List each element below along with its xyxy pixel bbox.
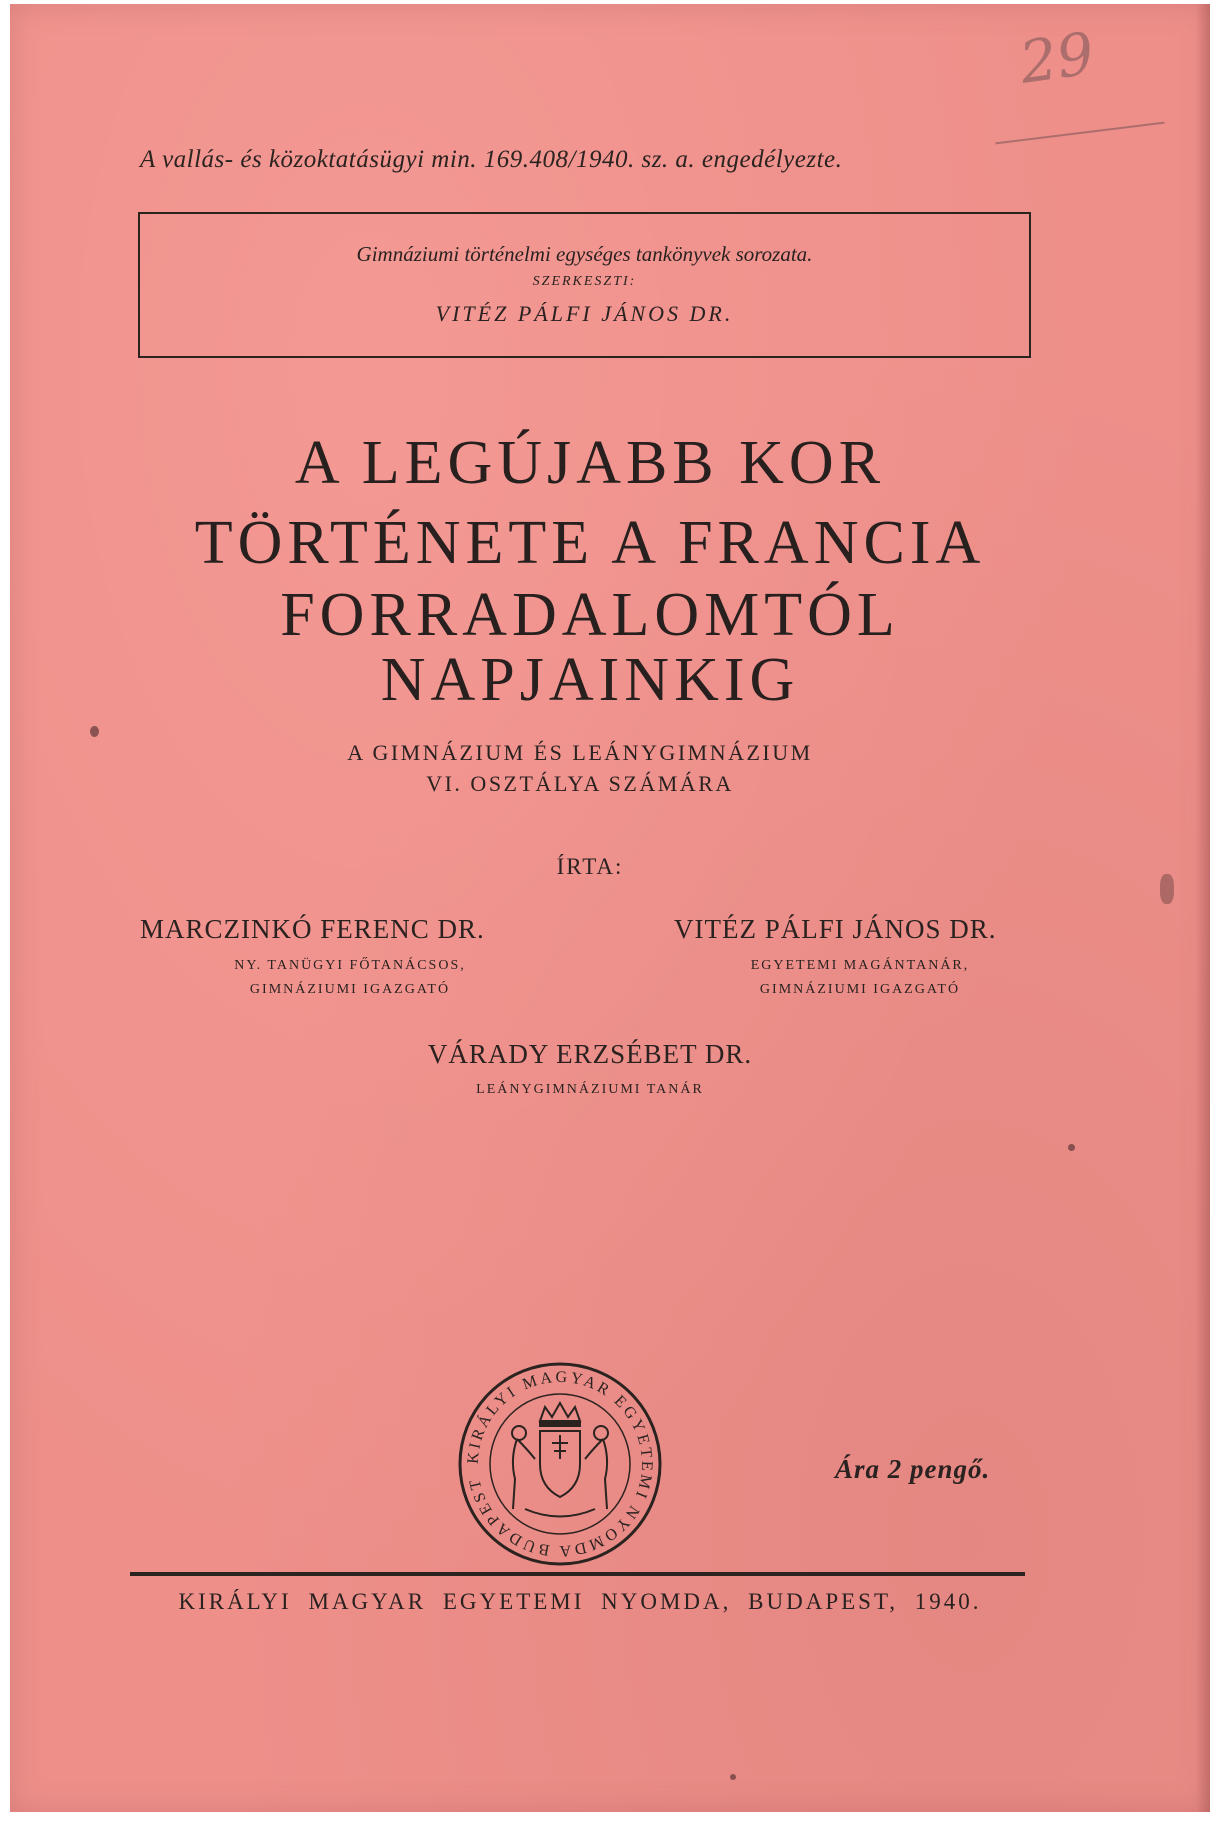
series-box — [138, 212, 1031, 358]
publisher-imprint: KIRÁLYI MAGYAR EGYETEMI NYOMDA, BUDAPEST, 1940. — [178, 1589, 982, 1614]
book-cover — [10, 4, 1210, 1812]
handwritten-underline — [996, 122, 1165, 145]
book-title-line-3: FORRADALOMTÓL — [280, 581, 900, 649]
printer-seal-icon — [455, 1359, 665, 1569]
author-1-name: MARCZINKÓ FERENC DR. — [140, 914, 485, 944]
stain-mark — [1160, 874, 1174, 904]
handwritten-mark: 29 — [1015, 19, 1099, 97]
imprint-divider — [130, 1572, 1025, 1576]
author-3-position: LEÁNYGIMNÁZIUMI TANÁR — [476, 1082, 704, 1097]
price-label: Ára 2 pengő. — [835, 1454, 991, 1484]
seal-ring-text: KIRÁLYI MAGYAR EGYETEMI NYOMDA BUDAPEST — [464, 1368, 656, 1560]
author-3-name: VÁRADY ERZSÉBET DR. — [427, 1039, 753, 1069]
author-1-title: NY. TANÜGYI FŐTANÁCSOS, — [234, 958, 466, 973]
book-title-line-2: TÖRTÉNETE A FRANCIA — [194, 509, 986, 577]
author-2-title: EGYETEMI MAGÁNTANÁR, — [750, 958, 970, 973]
subtitle-line-2: VI. OSZTÁLYA SZÁMÁRA — [426, 771, 734, 796]
spine-shadow — [1196, 4, 1210, 1812]
approval-line: A vallás- és közoktatásügyi min. 169.408/1940. sz. a. engedélyezte. — [140, 146, 843, 173]
author-2-name: VITÉZ PÁLFI JÁNOS DR. — [674, 914, 997, 944]
series-editor-label: SZERKESZTI: — [532, 274, 637, 289]
stain-mark — [90, 726, 99, 737]
stain-mark — [730, 1774, 736, 1780]
svg-text:KIRÁLYI MAGYAR EGYETEMI NYOMDA — [465, 1369, 655, 1559]
series-editor-name: VITÉZ PÁLFI JÁNOS DR. — [435, 301, 734, 326]
series-title: Gimnáziumi történelmi egységes tankönyvek sorozata. — [356, 242, 813, 266]
written-by-label: ÍRTA: — [556, 854, 624, 879]
subtitle-line-1: A GIMNÁZIUM ÉS LEÁNYGIMNÁZIUM — [347, 740, 813, 765]
stain-mark — [1068, 1144, 1075, 1151]
book-title-line-4: NAPJAINKIG — [380, 646, 800, 714]
author-2-position: GIMNÁZIUMI IGAZGATÓ — [759, 982, 961, 997]
book-title-line-1: A LEGÚJABB KOR — [294, 429, 886, 497]
author-1-position: GIMNÁZIUMI IGAZGATÓ — [249, 982, 451, 997]
